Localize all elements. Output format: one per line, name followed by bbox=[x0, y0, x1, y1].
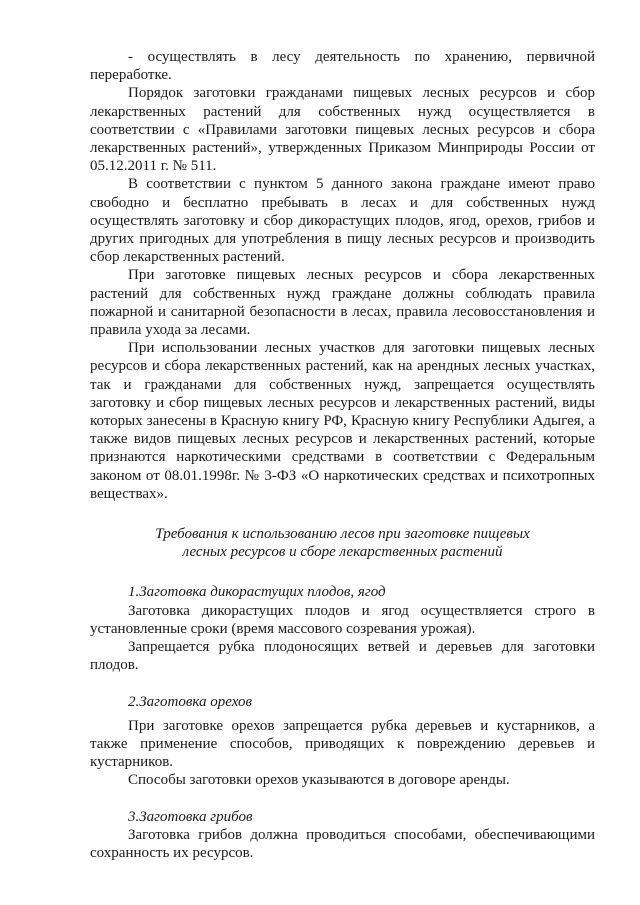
subsection-mushrooms-paragraph-1: Заготовка грибов должна проводиться способами, обеспечивающими сохранность их ресурсов. bbox=[90, 826, 595, 861]
subsection-title-mushrooms: 3.Заготовка грибов bbox=[128, 808, 253, 825]
paragraph-citizen-rights: В соответствии с пунктом 5 данного закона граждане имеют право свободно и бесплатно пребывать в лесах и для собственных нужд осуществлять заготовку и сбор дикорастущих плодов, ягод, орехов, грибов и других пригодных для употребления в пищу лесных ресурсов и производить сбор лекарственных растений. bbox=[90, 176, 595, 266]
subsection-fruits-paragraph-1: Заготовка дикорастущих плодов и ягод осуществляется строго в установленные сроки (время массового созревания урожая). bbox=[90, 602, 595, 637]
paragraph-prohibitions: При использовании лесных участков для заготовки пищевых лесных ресурсов и сбора лекарственных растений, как на арендных лесных участках, так и гражданами для собственных нужд, запрещается осуществлять заготовку и сбор пищевых лесных ресурсов и лекарственных растений, виды которых занесены в Красную книгу РФ, Красную книгу Республики Адыгея, а также видов пищевых лесных ресурсов и лекарственных растений, которые признаются наркотическими средствами в соответствии с Федеральным законом от 08.01.1998г. № 3-ФЗ «О наркотических средствах и психотропных веществах». bbox=[90, 340, 595, 502]
subsection-fruits-paragraph-2: Запрещается рубка плодоносящих ветвей и деревьев для заготовки плодов. bbox=[90, 639, 595, 674]
subsection-title-nuts: 2.Заготовка орехов bbox=[128, 693, 253, 710]
subsection-nuts-paragraph-1: При заготовке орехов запрещается рубка деревьев и кустарников, а также применение способов, приводящих к повреждению деревьев и кустарников. bbox=[90, 717, 595, 771]
paragraph-procedure: Порядок заготовки гражданами пищевых лесных ресурсов и сбор лекарственных растений для собственных нужд осуществляется в соответствии с «Правилами заготовки пищевых лесных ресурсов и сбора лекарственных растений», утвержденных Приказом Минприроды России от 05.12.2011 г. № 511. bbox=[90, 85, 595, 175]
subsection-nuts-paragraph-2: Способы заготовки орехов указываются в договоре аренды. bbox=[128, 772, 510, 789]
section-title-line-1: Требования к использованию лесов при заготовке пищевых bbox=[155, 526, 530, 543]
document-page bbox=[90, 48, 595, 862]
section-title-line-2: лесных ресурсов и сборе лекарственных растений bbox=[182, 544, 503, 561]
subsection-title-fruits: 1.Заготовка дикорастущих плодов, ягод bbox=[128, 584, 386, 601]
intro-list-item: - осуществлять в лесу деятельность по хранению, первичной переработке. bbox=[90, 49, 595, 84]
paragraph-safety-rules: При заготовке пищевых лесных ресурсов и сбора лекарственных растений для собственных нужд граждане должны соблюдать правила пожарной и санитарной безопасности в лесах, правила лесовосстановления и правила ухода за лесами. bbox=[90, 267, 595, 339]
